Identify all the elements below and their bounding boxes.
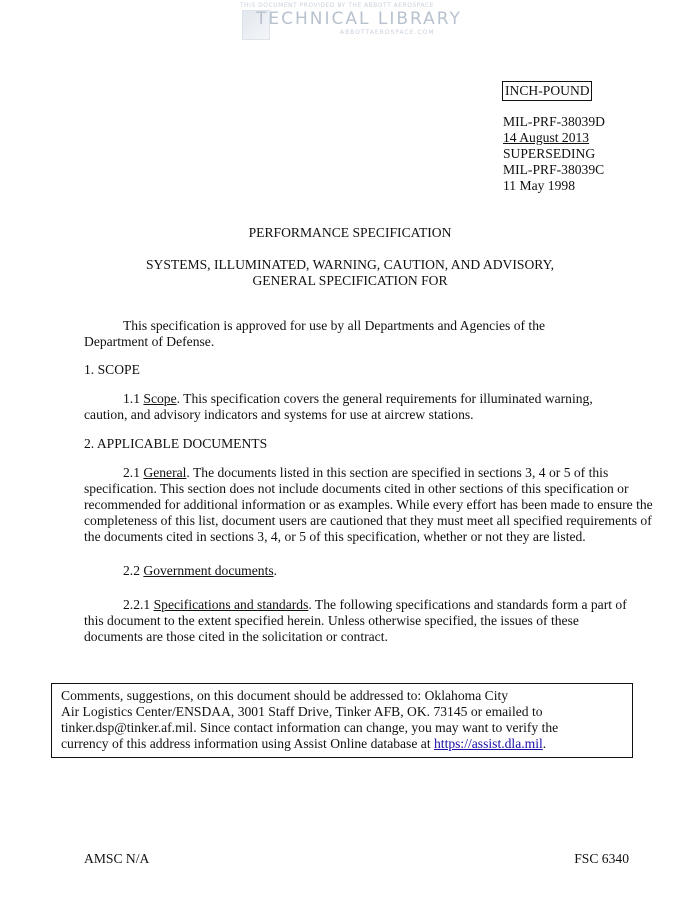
approval-text: This specification is approved for use by all Departments and Agencies of the	[123, 318, 546, 333]
para-text: documents are those cited in the solicitation or contract.	[84, 629, 388, 644]
superseded-date: 11 May 1998	[503, 178, 575, 193]
superseded-id: MIL-PRF-38039C	[503, 162, 605, 177]
para-number: 2.2	[123, 563, 144, 578]
para-number: 2.2.1	[123, 597, 154, 612]
watermark	[232, 2, 462, 44]
section-heading: 1. SCOPE	[84, 362, 140, 377]
paragraph-2-2-1	[123, 597, 627, 613]
paragraph-2-1	[123, 465, 608, 481]
para-text: . The documents listed in this section are specified in sections 3, 4 or 5 of this	[186, 465, 609, 480]
watermark-line2: TECHNICAL LIBRARY	[256, 9, 462, 29]
para-text: the documents cited in sections 3, 4, or 5 of this specification, whether or not they are listed.	[84, 529, 586, 544]
assist-link[interactable]: https://assist.dla.mil	[434, 736, 543, 751]
title-line2: GENERAL SPECIFICATION FOR	[252, 273, 448, 288]
comments-text: tinker.dsp@tinker.af.mil. Since contact information can change, you may want to verify the	[61, 720, 559, 735]
watermark-line1: THIS DOCUMENT PROVIDED BY THE ABBOTT AEROSPACE	[240, 2, 434, 9]
comments-text: .	[542, 736, 547, 751]
inch-pound-label: INCH-POUND	[505, 83, 590, 98]
comments-text: Air Logistics Center/ENSDAA, 3001 Staff Drive, Tinker AFB, OK. 73145 or emailed to	[61, 704, 543, 719]
para-text: specification. This section does not include documents cited in other sections of this specification or	[84, 481, 629, 496]
spec-type: PERFORMANCE SPECIFICATION	[248, 225, 452, 240]
para-title: General	[143, 465, 187, 480]
para-number: 1.1	[123, 391, 144, 406]
paragraph-1-1	[123, 391, 593, 407]
inch-pound-box	[502, 81, 592, 101]
comments-text	[61, 736, 546, 752]
para-text: .	[273, 563, 278, 578]
para-title: Scope	[143, 391, 177, 406]
para-text: . This specification covers the general requirements for illuminated warning,	[176, 391, 593, 406]
watermark-line3: ABBOTTAEROSPACE.COM	[340, 29, 435, 36]
approval-text: Department of Defense.	[84, 334, 215, 349]
doc-id: MIL-PRF-38039D	[503, 114, 605, 129]
amsc-label: AMSC N/A	[84, 851, 150, 866]
comments-box	[51, 683, 633, 758]
para-text: completeness of this list, document users are cautioned that they must meet all specified requirements of	[84, 513, 652, 528]
title-line1: SYSTEMS, ILLUMINATED, WARNING, CAUTION, AND ADVISORY,	[145, 257, 555, 272]
fsc-label: FSC 6340	[574, 851, 629, 866]
para-number: 2.1	[123, 465, 144, 480]
para-text: this document to the extent specified herein. Unless otherwise specified, the issues of these	[84, 613, 579, 628]
para-title: Specifications and standards	[153, 597, 309, 612]
para-text: caution, and advisory indicators and systems for use at aircrew stations.	[84, 407, 474, 422]
section-heading: 2. APPLICABLE DOCUMENTS	[84, 436, 268, 451]
para-text: . The following specifications and standards form a part of	[308, 597, 627, 612]
para-title: Government documents	[143, 563, 274, 578]
comments-text: currency of this address information using Assist Online database at	[61, 736, 434, 751]
doc-date: 14 August 2013	[503, 130, 590, 145]
para-text: recommended for additional information or as examples. While every effort has been made to ensure the	[84, 497, 653, 512]
superseding-label: SUPERSEDING	[503, 146, 596, 161]
comments-text: Comments, suggestions, on this document should be addressed to: Oklahoma City	[61, 688, 509, 703]
paragraph-2-2	[123, 563, 277, 579]
